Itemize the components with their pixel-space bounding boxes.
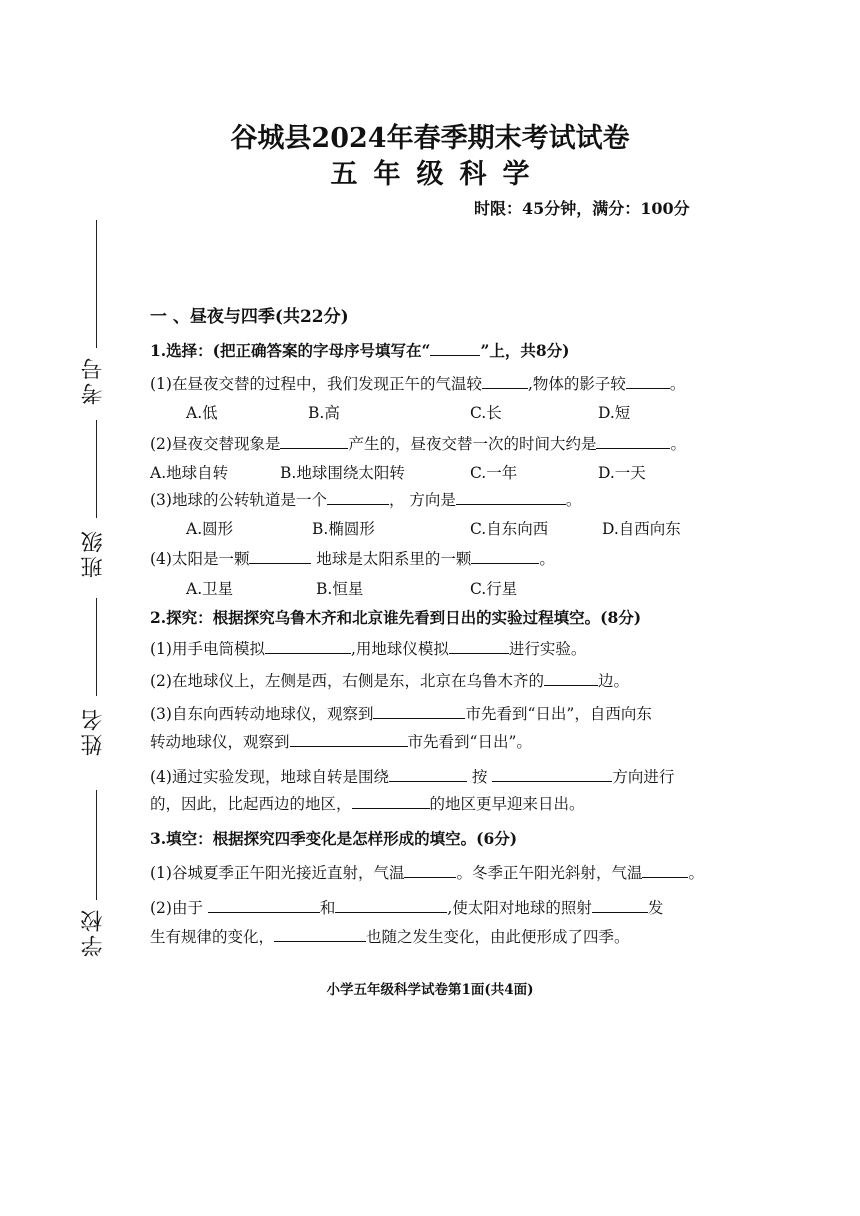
option: B.地球围绕太阳转 <box>280 464 405 482</box>
q2-3-text-mid: 市先看到“日出”，自西向东 <box>465 705 652 723</box>
q2-3-text: (3)自东向西转动地球仪，观察到 <box>150 705 374 723</box>
answer-blank[interactable] <box>335 898 447 913</box>
q1-heading-text: 1.选择：(把正确答案的字母序号填写在“ <box>150 341 431 360</box>
q1-heading-blank <box>430 341 480 356</box>
exam-subtitle: 五年级科学 <box>330 159 546 190</box>
answer-blank[interactable] <box>389 767 467 782</box>
q1-item-2 <box>150 433 686 455</box>
q3-3-text: 生有规律的变化， <box>150 928 275 946</box>
option: B.恒星 <box>316 580 364 598</box>
q3-heading: 3.填空：根据探究四季变化是怎样形成的填空。(6分) <box>150 829 518 848</box>
exam-number-label: 考号 <box>81 355 106 405</box>
answer-blank[interactable] <box>592 898 648 913</box>
exam-title: 谷城县2024年春季期末考试试卷 <box>230 123 630 154</box>
q2-4-text-end: 市先看到“日出”。 <box>407 733 532 751</box>
answer-blank[interactable] <box>373 704 465 719</box>
option: B.高 <box>308 404 340 422</box>
q2-1-text-mid: ,用地球仪模拟 <box>350 640 449 658</box>
q3-line-3 <box>150 926 630 948</box>
q3-1-text-end: 。 <box>688 864 704 882</box>
q3-2-text: (2)由于 <box>150 899 203 917</box>
exam-number-line <box>96 220 97 348</box>
answer-blank[interactable] <box>596 434 670 449</box>
time-limit: 时限：45分钟，满分：100分 <box>474 199 690 218</box>
answer-blank[interactable] <box>404 863 456 878</box>
q1-3-text-mid: ， 方向是 <box>388 491 456 509</box>
q3-2-text-end: 发 <box>647 899 664 917</box>
q1-item-1 <box>150 373 685 395</box>
q3-3-text-end: 也随之发生变化，由此便形成了四季。 <box>366 928 630 946</box>
answer-blank[interactable] <box>626 374 670 389</box>
name-label: 姓名 <box>81 706 106 756</box>
section-heading: 一 、昼夜与四季(共22分) <box>150 307 349 327</box>
q2-line-5 <box>150 766 674 788</box>
school-line <box>96 790 97 900</box>
option: C.长 <box>470 404 502 422</box>
answer-blank[interactable] <box>482 374 528 389</box>
q1-1-text-end: 。 <box>669 375 686 393</box>
q1-4-text: (4)太阳是一颗 <box>150 550 250 568</box>
answer-blank[interactable] <box>471 549 539 564</box>
q2-5-text-mid: 按 <box>471 768 488 786</box>
option: C.自东向西 <box>470 520 549 538</box>
answer-blank[interactable] <box>208 898 320 913</box>
answer-blank[interactable] <box>265 639 351 654</box>
q2-line-6 <box>150 793 585 815</box>
q1-4-text-mid: 地球是太阳系里的一颗 <box>311 550 472 568</box>
q3-2-text-mid: 和 <box>319 899 336 917</box>
q1-2-text-mid: 产生的，昼夜交替一次的时间大约是 <box>348 435 597 453</box>
answer-blank[interactable] <box>642 863 688 878</box>
q2-1-text: (1)用手电筒模拟 <box>150 640 265 658</box>
option: A.卫星 <box>186 580 234 598</box>
option: D.自西向东 <box>602 520 681 538</box>
q2-line-2 <box>150 670 629 692</box>
option: A.低 <box>186 404 218 422</box>
q1-2-text-end: 。 <box>670 435 686 453</box>
q1-2-text: (2)昼夜交替现象是 <box>150 435 281 453</box>
option: D.一天 <box>598 464 646 482</box>
q1-3-text-end: 。 <box>565 491 582 509</box>
option: C.行星 <box>470 580 518 598</box>
q1-heading <box>150 340 569 362</box>
q1-1-text-mid: ,物体的影子较 <box>527 375 626 393</box>
q1-heading-text-end: ”上，共8分) <box>480 341 570 360</box>
answer-blank[interactable] <box>449 639 509 654</box>
q3-1-text: (1)谷城夏季正午阳光接近直射，气温 <box>150 864 405 882</box>
q2-line-3 <box>150 703 652 725</box>
q1-1-text: (1)在昼夜交替的过程中，我们发现正午的气温较 <box>150 375 482 393</box>
answer-blank[interactable] <box>544 671 598 686</box>
q2-4-text: 转动地球仪，观察到 <box>150 733 290 751</box>
q1-item-4 <box>150 548 555 570</box>
answer-blank[interactable] <box>492 767 612 782</box>
q1-4-text-end: 。 <box>539 550 555 568</box>
answer-blank[interactable] <box>352 794 430 809</box>
q3-1-text-mid: 。冬季正午阳光斜射，气温 <box>456 864 643 882</box>
q3-line-1 <box>150 862 704 884</box>
q2-line-1 <box>150 638 586 660</box>
q1-item-3 <box>150 489 581 511</box>
class-label: 班级 <box>81 528 106 578</box>
q2-6-text-end: 的地区更早迎来日出。 <box>429 795 585 813</box>
school-label: 学校 <box>81 907 106 957</box>
name-line <box>96 598 97 696</box>
q2-2-text: (2)在地球仪上，左侧是西，右侧是东，北京在乌鲁木齐的 <box>150 672 544 690</box>
q2-2-text-end: 边。 <box>597 672 629 690</box>
answer-blank[interactable] <box>456 490 566 505</box>
q3-2-text-mid2: ,使太阳对地球的照射 <box>447 899 592 917</box>
q3-line-2 <box>150 897 663 919</box>
q2-5-text-end: 方向进行 <box>612 768 675 786</box>
option: D.短 <box>598 404 631 422</box>
q1-3-text: (3)地球的公转轨道是一个 <box>150 491 327 509</box>
page-footer: 小学五年级科学试卷第1面(共4面) <box>326 982 534 998</box>
answer-blank[interactable] <box>280 434 348 449</box>
option: A.圆形 <box>186 520 234 538</box>
option: C.一年 <box>470 464 518 482</box>
q2-1-text-end: 进行实验。 <box>508 640 587 658</box>
q2-line-4 <box>150 731 532 753</box>
q2-6-text: 的，因此，比起西边的地区， <box>150 795 352 813</box>
q2-5-text: (4)通过实验发现，地球自转是围绕 <box>150 768 389 786</box>
option: A.地球自转 <box>150 464 229 482</box>
class-line <box>96 420 97 518</box>
answer-blank[interactable] <box>274 927 366 942</box>
answer-blank[interactable] <box>290 732 408 747</box>
answer-blank[interactable] <box>249 549 311 564</box>
q2-heading: 2.探究：根据探究乌鲁木齐和北京谁先看到日出的实验过程填空。(8分) <box>150 608 642 627</box>
option: B.椭圆形 <box>312 520 375 538</box>
answer-blank[interactable] <box>327 490 389 505</box>
